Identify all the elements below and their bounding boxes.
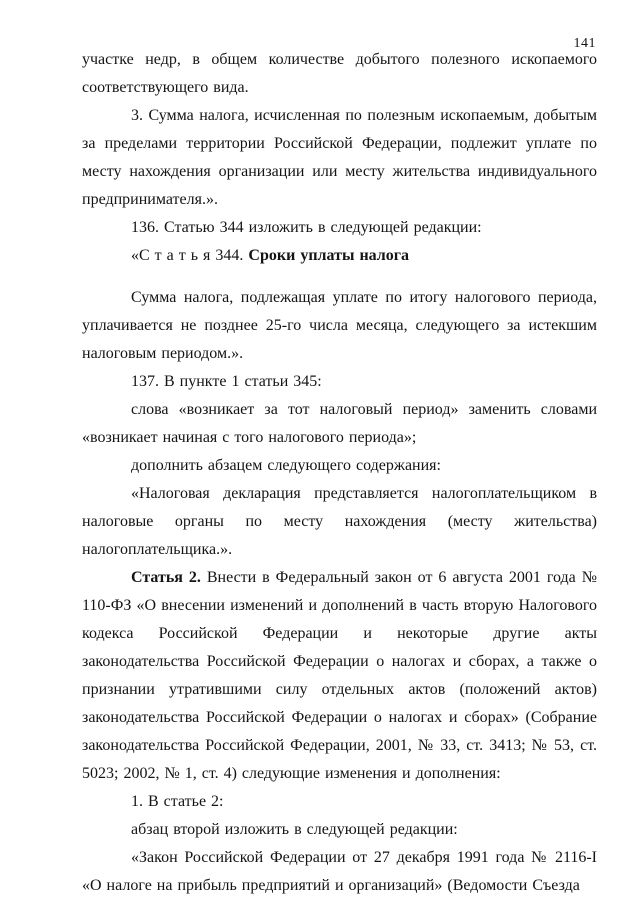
paragraph bbox=[82, 788, 597, 816]
paragraph bbox=[82, 46, 597, 102]
text-run: 1. В статье 2: bbox=[131, 793, 224, 810]
text-run: 136. Статью 344 изложить в следующей редакции: bbox=[131, 219, 482, 236]
text-run: абзац второй изложить в следующей редакции: bbox=[131, 821, 458, 838]
paragraph bbox=[82, 452, 597, 480]
document-body bbox=[82, 46, 597, 900]
text-run: слова «возникает за тот налоговый период» заменить словами «возникает начиная с того налогового периода»; bbox=[82, 401, 597, 446]
text-run: Внести в Федеральный закон от 6 августа 2001 года № 110-ФЗ «О внесении изменений и дополнений в часть вторую Налогового кодекса Российской Федерации и некоторые другие акты законодательства Российской Федерации о налогах и сборах, а также о признании утратившими силу отдельных актов (положений актов) законодательства Российской Федерации о налогах и сборах» (Собрание законодательства Российской Федерации, 2001, № 33, ст. 3413; № 53, ст. 5023; 2002, № 1, ст. 4) следующие изменения и дополнения: bbox=[82, 569, 597, 782]
text-run: участке недр, в общем количестве добытого полезного ископаемого соответствующего вида. bbox=[82, 51, 597, 96]
text-run: «Закон Российской Федерации от 27 декабря 1991 года № 2116-I «О налоге на прибыль предприятий и организаций» (Ведомости Съезда bbox=[82, 849, 597, 894]
paragraph bbox=[82, 242, 597, 270]
paragraph bbox=[82, 102, 597, 214]
text-run: 137. В пункте 1 статьи 345: bbox=[131, 373, 322, 390]
page-number: 141 bbox=[573, 36, 596, 51]
paragraph bbox=[82, 564, 597, 788]
text-run: Сумма налога, подлежащая уплате по итогу налогового периода, уплачивается не позднее 25-го числа месяца, следующего за истекшим налоговым периодом.». bbox=[82, 289, 597, 362]
text-run: 3. Сумма налога, исчисленная по полезным ископаемым, добытым за пределами территории Российской Федерации, подлежит уплате по месту нахождения организации или месту жительства индивидуального предпринимателя.». bbox=[82, 107, 597, 208]
paragraph bbox=[82, 480, 597, 564]
bold-text-run: Статья 2. bbox=[131, 569, 201, 586]
paragraph bbox=[82, 844, 597, 900]
paragraph bbox=[82, 396, 597, 452]
paragraph bbox=[82, 816, 597, 844]
text-run: «С т а т ь я 344. bbox=[131, 247, 249, 264]
bold-text-run: Сроки уплаты налога bbox=[248, 247, 410, 264]
paragraph bbox=[82, 214, 597, 242]
text-run: «Налоговая декларация представляется налогоплательщиком в налоговые органы по месту нахождения (месту жительства) налогоплательщика.». bbox=[82, 485, 597, 558]
paragraph bbox=[82, 368, 597, 396]
paragraph bbox=[82, 284, 597, 368]
text-run: дополнить абзацем следующего содержания: bbox=[131, 457, 441, 474]
